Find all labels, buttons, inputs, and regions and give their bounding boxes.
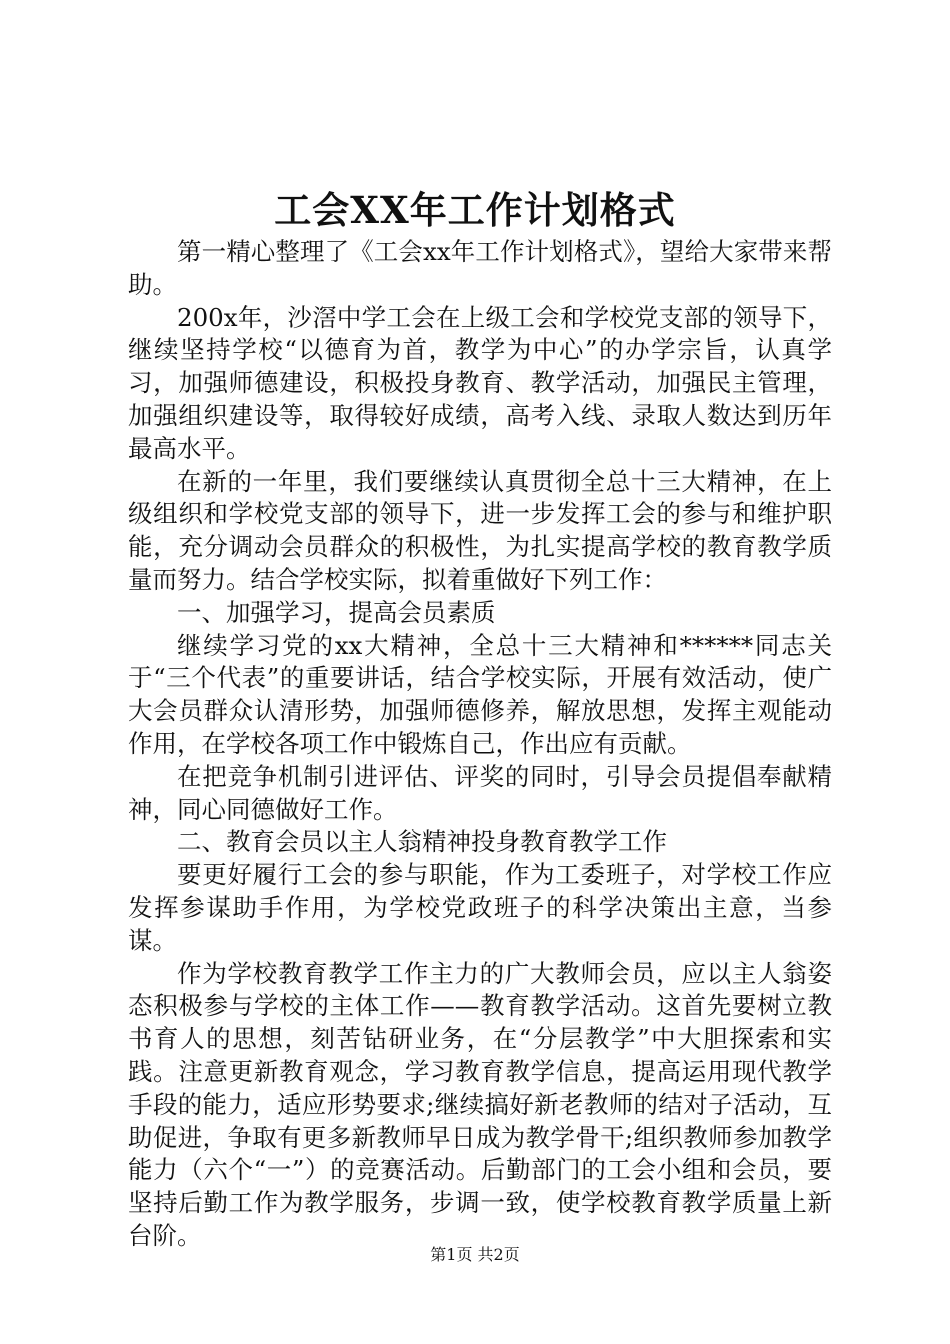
page-footer: 第1页 共2页 bbox=[430, 1245, 520, 1264]
paragraph-competition: 在把竞争机制引进评估、评奖的同时，引导会员提倡奉献精神，同心同德做好工作。 bbox=[128, 761, 832, 824]
section-heading-2: 二、教育会员以主人翁精神投身教育教学工作 bbox=[177, 827, 667, 857]
paragraph-study: 继续学习党的xx大精神，全总十三大精神和******同志关于“三个代表”的重要讲话，结合学校实际，开展有效活动，使广大会员群众认清形势，加强师德修养，解放思想，发挥主观能动作用，在学校各项工作中锻炼自己，作出应有贡献。 bbox=[128, 630, 832, 758]
document-title: 工会XX年工作计划格式 bbox=[274, 188, 676, 232]
document-body bbox=[128, 236, 832, 1253]
paragraph-participation: 要更好履行工会的参与职能，作为工委班子，对学校工作应发挥参谋助手作用，为学校党政班子的科学决策出主意，当参谋。 bbox=[128, 860, 832, 955]
paragraph-teachers: 作为学校教育教学工作主力的广大教师会员，应以主人翁姿态积极参与学校的主体工作——教育教学活动。这首先要树立教书育人的思想，刻苦钻研业务，在“分层教学”中大胆探索和实践。注意更新教育观念，学习教育教学信息，提高运用现代教学手段的能力，适应形势要求;继续搞好新老教师的结对子活动，互助促进，争取有更多新教师早日成为教学骨干;组织教师参加教学能力（六个“一”）的竞赛活动。后勤部门的工会小组和会员，要坚持后勤工作为教学服务，步调一致，使学校教育教学质量上新台阶。 bbox=[128, 958, 832, 1250]
section-heading-1: 一、加强学习，提高会员素质 bbox=[177, 597, 496, 627]
paragraph-new-year: 在新的一年里，我们要继续认真贯彻全总十三大精神，在上级组织和学校党支部的领导下，进一步发挥工会的参与和维护职能，充分调动会员群众的积极性，为扎实提高学校的教育教学质量而努力。结合学校实际，拟着重做好下列工作： bbox=[128, 466, 832, 594]
paragraph-intro: 第一精心整理了《工会xx年工作计划格式》，望给大家带来帮助。 bbox=[128, 237, 832, 299]
paragraph-review: 200x年，沙滘中学工会在上级工会和学校党支部的领导下，继续坚持学校“以德育为首，教学为中心”的办学宗旨，认真学习，加强师德建设，积极投身教育、教学活动，加强民主管理，加强组织建设等，取得较好成绩，高考入线、录取人数达到历年最高水平。 bbox=[128, 302, 832, 463]
